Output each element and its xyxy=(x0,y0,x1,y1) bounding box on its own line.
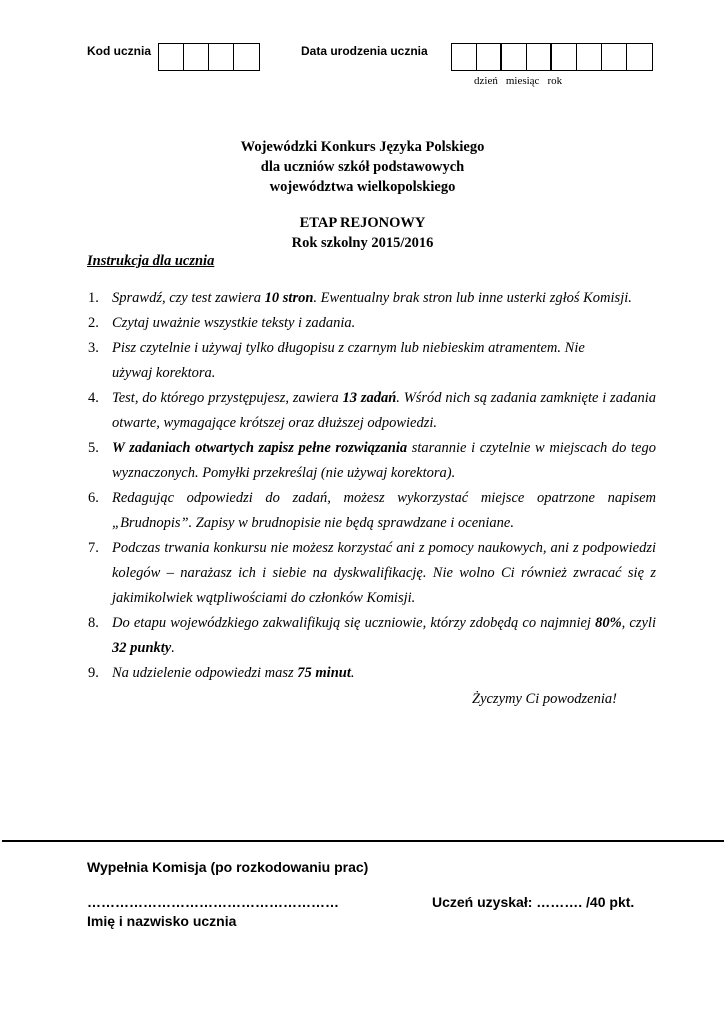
date-cell[interactable] xyxy=(527,44,552,70)
month-caption: miesiąc xyxy=(505,75,540,87)
date-cell[interactable] xyxy=(577,44,602,70)
title-line-2: dla uczniów szkół podstawowych xyxy=(260,159,465,175)
commission-label: Wypełnia Komisja (po rozkodowaniu prac) xyxy=(87,859,369,875)
stage-title: ETAP REJONOWY xyxy=(299,215,426,231)
student-name-dots[interactable]: ……………………………………………… xyxy=(87,894,339,910)
student-name-label: Imię i nazwisko ucznia xyxy=(87,913,237,929)
date-cell[interactable] xyxy=(627,44,652,70)
score-field[interactable]: Uczeń uzyskał: ………. /40 pkt. xyxy=(432,894,635,910)
title-line-1: Wojewódzki Konkurs Języka Polskiego xyxy=(240,139,485,155)
date-cell[interactable] xyxy=(552,44,577,70)
code-cell[interactable] xyxy=(159,44,184,70)
list-item: 1. Sprawdź, czy test zawiera 10 stron. Ewentualny brak stron lub inne usterki zgłoś Komisji. xyxy=(88,290,632,306)
list-item: 5. W zadaniach otwartych zapisz pełne rozwiązania starannie i czytelnie w miejscach do tego wyznaczonych. Pomyłki przekreślaj (nie używaj korektora). xyxy=(88,440,656,481)
code-cell[interactable] xyxy=(209,44,234,70)
date-captions xyxy=(474,75,570,87)
list-item: 2. Czytaj uważnie wszystkie teksty i zadania. xyxy=(88,315,356,331)
date-cell[interactable] xyxy=(477,44,502,70)
birthdate-label: Data urodzenia ucznia xyxy=(301,44,428,58)
date-cell[interactable] xyxy=(452,44,477,70)
year-caption: rok xyxy=(547,75,563,87)
contest-title xyxy=(0,137,725,197)
instructions-list xyxy=(88,286,656,686)
day-caption: dzień xyxy=(474,75,498,87)
list-item: 6. Redagując odpowiedzi do zadań, możesz wykorzystać miejsce opatrzone napisem „Brudnopis”. Zapisy w brudnopisie nie będą sprawdzane i oceniane. xyxy=(88,490,656,531)
list-item: 3. Pisz czytelnie i używaj tylko długopisu z czarnym lub niebieskim atramentem. Nie używaj korektora. xyxy=(88,340,585,381)
section-divider xyxy=(2,840,724,842)
student-code-label: Kod ucznia xyxy=(87,44,152,58)
date-cell[interactable] xyxy=(602,44,627,70)
stage-block xyxy=(0,213,725,253)
list-item: 4. Test, do którego przystępujesz, zawiera 13 zadań. Wśród nich są zadania zamknięte i zadania otwarte, wymagające krótszej oraz dłuższej odpowiedzi. xyxy=(88,390,656,431)
instructions-heading: Instrukcja dla ucznia xyxy=(87,253,215,269)
code-cell[interactable] xyxy=(234,44,259,70)
student-code-boxes[interactable] xyxy=(158,43,260,71)
school-year: Rok szkolny 2015/2016 xyxy=(291,235,434,251)
date-cell[interactable] xyxy=(502,44,527,70)
list-item: 8. Do etapu wojewódzkiego zakwalifikują się uczniowie, którzy zdobędą co najmniej 80%, czyli 32 punkty. xyxy=(88,615,656,656)
good-luck-wish: Życzymy Ci powodzenia! xyxy=(472,691,617,707)
code-cell[interactable] xyxy=(184,44,209,70)
list-item: 9. Na udzielenie odpowiedzi masz 75 minut. xyxy=(88,665,355,681)
title-line-3: województwa wielkopolskiego xyxy=(269,179,456,195)
list-item: 7. Podczas trwania konkursu nie możesz korzystać ani z pomocy naukowych, ani z podpowiedzi kolegów – narażasz ich i siebie na dyskwalifikację. Nie wolno Ci również zwracać się z jakimikolwiek wątpliwościami do członków Komisji. xyxy=(88,540,656,606)
birthdate-boxes[interactable] xyxy=(451,43,653,71)
